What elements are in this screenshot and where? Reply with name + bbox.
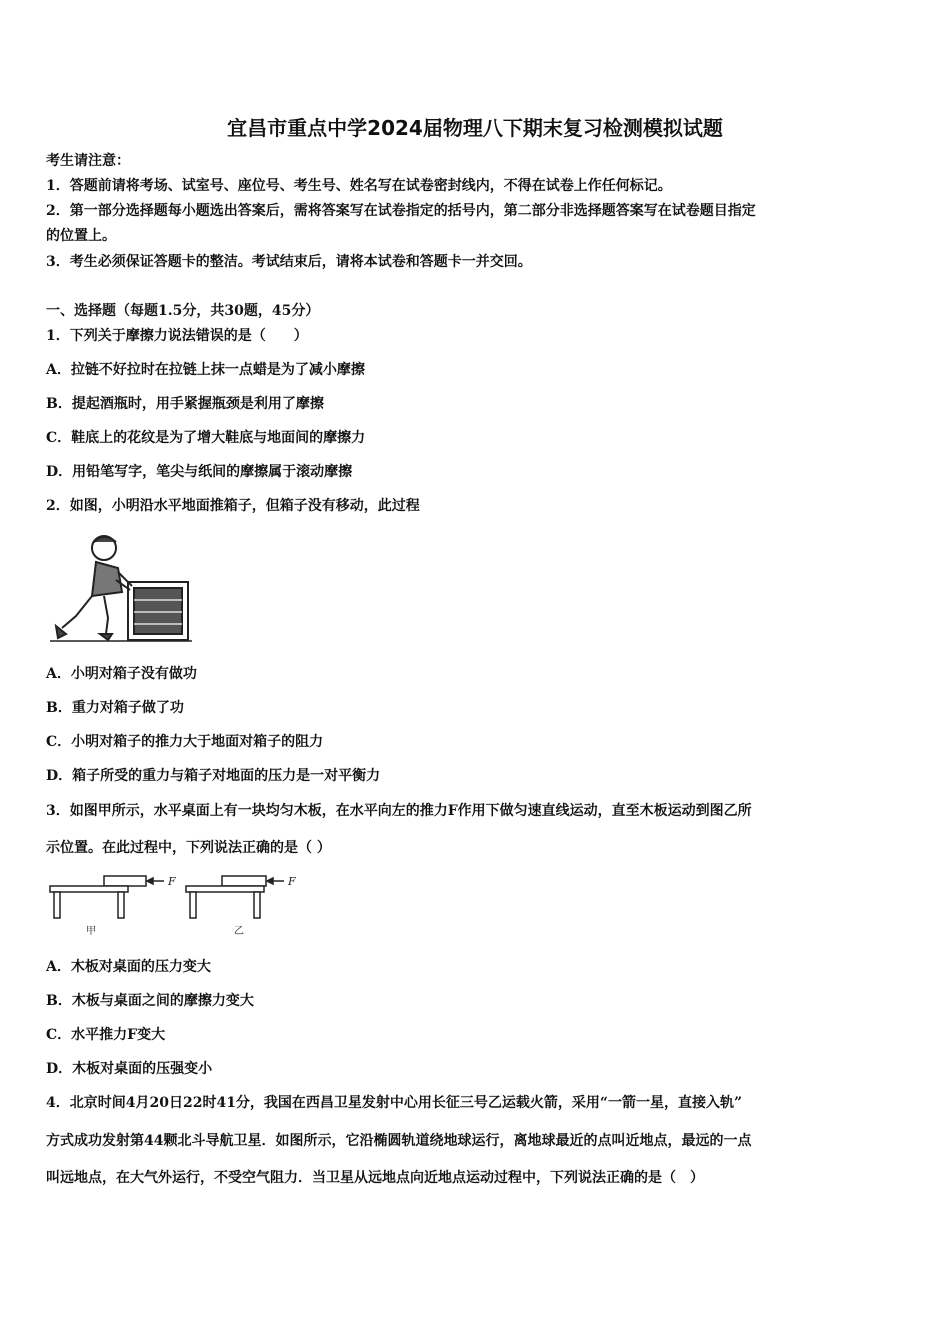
q3-stem-line-2: 示位置。在此过程中，下列说法正确的是（ ） [46, 840, 331, 856]
q2-option-d: D．箱子所受的重力与箱子对地面的压力是一对平衡力 [46, 768, 381, 784]
force-label-b: F [288, 875, 296, 888]
q3-option-c: C．水平推力F变大 [46, 1027, 166, 1043]
q4-line-2: 方式成功发射第44颗北斗导航卫星．如图所示，它沿椭圆轨道绕地球运行，离地球最近的点叫近地点，最远的一点 [46, 1133, 752, 1149]
notice-item-3: 3．考生必须保证答题卡的整洁。考试结束后，请将本试卷和答题卡一并交回。 [46, 254, 532, 270]
q2-option-c: C．小明对箱子的推力大于地面对箱子的阻力 [46, 734, 324, 750]
q2-option-a: A．小明对箱子没有做功 [46, 666, 197, 682]
table-b [186, 876, 284, 918]
q3-option-a: A．木板对桌面的压力变大 [46, 959, 211, 975]
q4-line-1: 4．北京时间4月20日22时41分，我国在西昌卫星发射中心用长征三号乙运载火箭，采用“一箭一星，直接入轨” [46, 1095, 743, 1111]
notice-item-2: 2．第一部分选择题每小题选出答案后，需将答案写在试卷指定的括号内，第二部分非选择题答案写在试卷题目指定 [46, 203, 756, 219]
page-title: 宜昌市重点中学2024届物理八下期末复习检测模拟试题 [227, 116, 723, 140]
box-shape [128, 582, 188, 640]
q3-option-d: D．木板对桌面的压强变小 [46, 1061, 213, 1077]
q1-option-c: C．鞋底上的花纹是为了增大鞋底与地面间的摩擦力 [46, 430, 366, 446]
q1-option-b: B．提起酒瓶时，用手紧握瓶颈是利用了摩擦 [46, 396, 324, 412]
notice-heading: 考生请注意： [46, 153, 130, 169]
section-heading: 一、选择题（每题1.5分，共30题，45分） [46, 303, 320, 319]
notice-item-2-cont: 的位置上。 [46, 228, 116, 244]
q3-option-b: B．木板与桌面之间的摩擦力变大 [46, 993, 254, 1009]
boy-shape [56, 536, 132, 640]
q1-stem: 1．下列关于摩擦力说法错误的是（ ） [46, 328, 308, 344]
caption-b: 乙 [234, 926, 244, 937]
q4-line-3: 叫远地点，在大气外运行，不受空气阻力．当卫星从远地点向近地点运动过程中，下列说法正确的是（ ） [46, 1170, 704, 1186]
q1-option-a: A．拉链不好拉时在拉链上抹一点蜡是为了减小摩擦 [46, 362, 365, 378]
q1-option-d: D．用铅笔写字，笔尖与纸间的摩擦属于滚动摩擦 [46, 464, 353, 480]
table-board-figure [48, 870, 308, 942]
q3-stem-line-1: 3．如图甲所示，水平桌面上有一块均匀木板，在水平向左的推力F作用下做匀速直线运动，直至木板运动到图乙所 [46, 803, 752, 819]
q2-option-b: B．重力对箱子做了功 [46, 700, 184, 716]
notice-item-1: 1．答题前请将考场、试室号、座位号、考生号、姓名写在试卷密封线内，不得在试卷上作任何标记。 [46, 178, 672, 194]
force-label-a: F [168, 875, 176, 888]
caption-a: 甲 [86, 926, 96, 937]
q2-stem: 2．如图，小明沿水平地面推箱子，但箱子没有移动，此过程 [46, 498, 420, 514]
table-a [50, 876, 164, 918]
boy-pushing-box-figure [46, 530, 196, 645]
